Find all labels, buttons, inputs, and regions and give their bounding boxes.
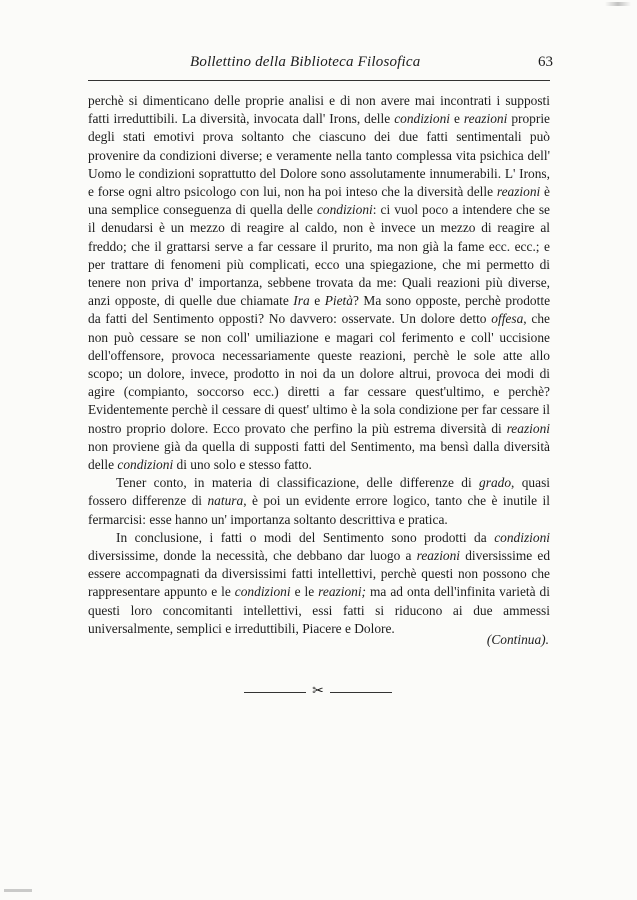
text-run: diversissime, donde la necessità, che debbano dar luogo a <box>88 548 417 564</box>
paragraph-1 <box>88 92 550 474</box>
paragraph-3 <box>88 529 550 638</box>
page-number: 63 <box>538 54 553 70</box>
running-title: Bollettino della Biblioteca Filosofica <box>190 54 421 70</box>
continua-note: (Continua). <box>486 632 549 647</box>
italic-term: reazioni <box>506 420 550 436</box>
italic-term: reazioni <box>463 111 508 127</box>
italic-term: reazioni <box>496 184 541 200</box>
text-run: Tener conto, in materia di classificazione, delle differenze di <box>116 475 480 491</box>
ornament-icon: ✂ <box>312 684 324 699</box>
text-run: , che non può cessare se non coll' umiliazione e magari col ferimento e coll' uccisione dell'offensore, provoca necessariamente queste reazioni, perchè le sole atte allo scopo; un dolore, invece, prodotto in noi da un dolore altrui, provoca dei modi di agire (compianto, soccorso ecc.) diretti a far cessare quest'ultimo, e perchè? Evidentemente perchè il cessare di quest' ultimo è la sola condizione per far cessare il nostro proprio dolore. Ecco provato che perfino la più estrema diversità di <box>88 311 550 436</box>
italic-term: grado <box>479 475 512 491</box>
text-run: , è poi un evidente errore logico, tanto che è inutile il fermarcisi: esse hanno un' importanza soltanto descrittiva e pratica. <box>88 493 550 527</box>
scan-artifact-top <box>605 2 631 6</box>
ornament-line-left <box>244 692 306 693</box>
text-run: e <box>449 111 464 127</box>
text-run: è una semplice conseguenza di quella delle <box>88 184 550 218</box>
italic-term: condizioni <box>494 529 550 545</box>
text-run: perchè si dimenticano delle proprie analisi e di non avere mai incontrati i supposti fatti irreduttibili. La diversità, invocata dall' Irons, delle <box>88 93 550 127</box>
text-run: ma ad onta dell'infinita varietà di questi loro concomitanti intellettivi, essi fatti si riducono ai due ammessi universalmente, semplici e irreduttibili, Piacere e Dolore. <box>88 584 550 636</box>
paragraph-2 <box>88 474 550 529</box>
text-run: diversissime ed essere accompagnati da diversissimi fatti intellettivi, perchè questi non possono che rappresentare appunto e le <box>88 548 551 600</box>
italic-term: reazioni; <box>318 584 367 600</box>
text-run: proprie degli stati emotivi prova soltanto che ciascuno dei due fatti sentimentali può provenire da condizioni diverse; e veramente nella tanto complessa vita psichica dell' Uomo le condizioni soprattutto del Dolore sono assolutamente innumerabili. L' Irons, e forse ogni altro psicologo con lui, non ha poi inteso che la diversità delle <box>88 111 550 200</box>
text-run: ? Ma sono opposte, perchè prodotte da fatti del Sentimento opposti? No davvero: osservate. Un dolore detto <box>88 293 551 327</box>
italic-term: offesa <box>491 311 524 327</box>
text-run: non proviene già da quella di supposti fatti del Sentimento, ma bensì dalla diversità delle <box>88 438 550 473</box>
header-rule <box>88 80 550 81</box>
text-run: , quasi fossero differenze di <box>88 475 550 509</box>
text-run: e <box>309 293 325 309</box>
italic-term: Pietà <box>324 293 353 309</box>
text-run: In conclusione, i fatti o modi del Sentimento sono prodotti da <box>116 529 495 545</box>
italic-term: condizioni <box>316 202 373 218</box>
body-text <box>88 92 550 638</box>
italic-term: Ira <box>293 293 310 309</box>
italic-term: condizioni <box>394 111 450 127</box>
italic-term: natura <box>207 493 244 509</box>
text-run: di uno solo e stesso fatto. <box>173 457 312 473</box>
text-run: : ci vuol poco a intendere che se il denudarsi è un mezzo di reagire al caldo, non è invece un mezzo di reagire al freddo; che il grattarsi serve a far cessare il prurito, ma non già la fame ecc. ecc.; e per trattare di fenomeni più complicati, ecco una spiegazione, che mi permetto di tenere non priva d' importanza, sebbene trovata da me: Quali reazioni più diverse, anzi opposte, di quelle due chiamate <box>88 202 550 309</box>
italic-term: condizioni <box>234 584 291 600</box>
italic-term: condizioni <box>117 457 174 473</box>
section-ornament <box>244 686 392 700</box>
page-header <box>85 52 553 76</box>
scan-artifact-bottom <box>4 889 32 892</box>
text-run: e le <box>290 584 319 600</box>
italic-term: reazioni <box>416 548 461 564</box>
ornament-line-right <box>330 692 392 693</box>
